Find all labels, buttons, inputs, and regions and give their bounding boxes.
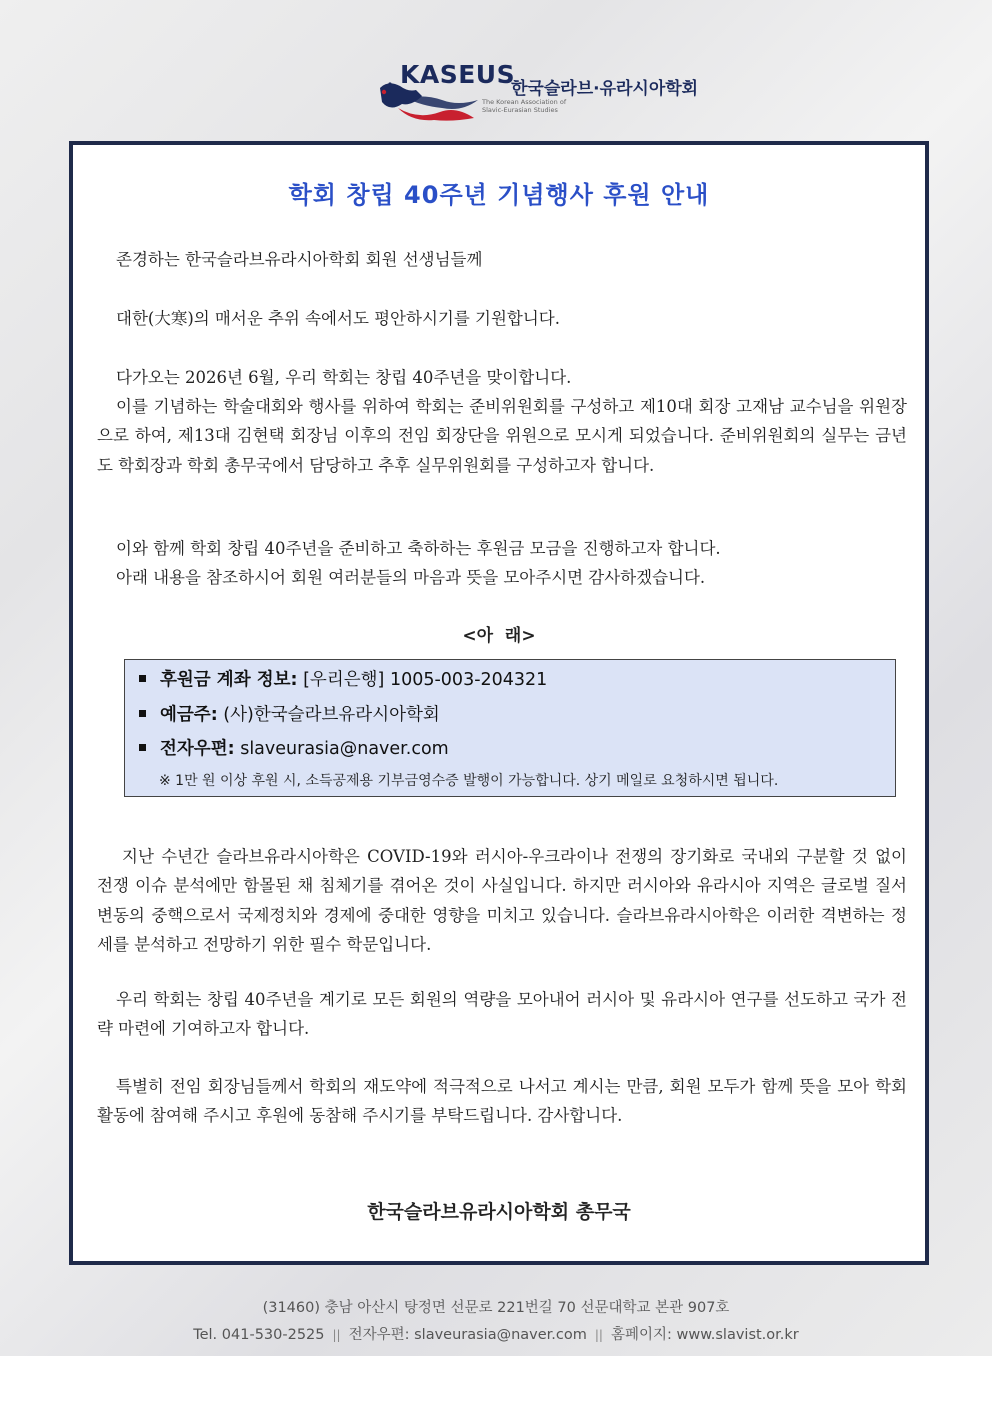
logo-english-name: The Korean Association of Slavic-Eurasian Studies <box>482 98 567 114</box>
notice-heading: <아 래> <box>462 626 536 646</box>
salutation: 존경하는 한국슬라브유라시아학회 회원 선생님들께 <box>116 250 483 269</box>
kaseus-logo <box>378 58 708 124</box>
email-label: 전자우편: <box>160 739 235 759</box>
square-bullet-icon <box>139 744 146 751</box>
signature: 한국슬라브유라시아학회 총무국 <box>367 1201 631 1223</box>
account-value: [우리은행] 1005-003-204321 <box>303 670 548 690</box>
paragraph-donation-line1: 이와 함께 학회 창립 40주년을 준비하고 축하하는 후원금 모금을 진행하고자 합니다. <box>116 539 721 558</box>
holder-value: (사)한국슬라브유라시아학회 <box>223 705 440 725</box>
footer-tel: Tel. 041-530-2525 <box>193 1327 325 1343</box>
paragraph-field-status: 지난 수년간 슬라브유라시아학은 COVID-19와 러시아-우크라이나 전쟁의 장기화로 국내외 구분할 것 없이 전쟁 이슈 분석에만 함몰된 채 침체기를 겪어온 것이 사실입니다. 하지만 러시아와 유라시아 지역은 글로벌 질서변동의 중핵으로서 국제정치와 경제에 중대한 영향을 미치고 있습니다. 슬라브유라시아학은 이러한 격변하는 정세를 분석하고 전망하기 위한 필수 학문입니다. <box>97 847 907 954</box>
holder-label: 예금주: <box>160 705 218 725</box>
logo-korean-name: 한국슬라브·유라시아학회 <box>511 79 699 99</box>
footer-email[interactable]: 전자우편: slaveurasia@naver.com <box>348 1327 587 1343</box>
receipt-note: ※ 1만 원 이상 후원 시, 소득공제용 기부금영수증 발행이 가능합니다. 상기 메일로 요청하시면 됩니다. <box>159 773 779 789</box>
letterhead <box>0 0 992 140</box>
footer-contact <box>0 1323 992 1344</box>
paragraph-anniversary-line: 다가오는 2026년 6월, 우리 학회는 창립 40주년을 맞이합니다. <box>116 368 572 387</box>
donation-info-box <box>124 659 896 797</box>
greeting: 대한(大寒)의 매서운 추위 속에서도 평안하시기를 기원합니다. <box>116 309 560 328</box>
footer-homepage[interactable]: 홈페이지: www.slavist.or.kr <box>610 1327 799 1343</box>
info-email-row <box>139 735 449 761</box>
footer-address: (31460) 충남 아산시 탕정면 선문로 221번길 70 선문대학교 본관 907호 <box>262 1300 730 1316</box>
info-holder-row <box>139 701 440 727</box>
square-bullet-icon <box>139 710 146 717</box>
document-title: 학회 창립 40주년 기념행사 후원 안내 <box>288 181 710 209</box>
paragraph-mission: 우리 학회는 창립 40주년을 계기로 모든 회원의 역량을 모아내어 러시아 및 유라시아 연구를 선도하고 국가 전략 마련에 기여하고자 합니다. <box>97 990 907 1039</box>
account-label: 후원금 계좌 정보: <box>160 670 298 690</box>
footer-separator: || <box>332 1328 341 1342</box>
footer-separator: || <box>594 1328 603 1342</box>
square-bullet-icon <box>139 675 146 682</box>
letter-frame <box>69 141 929 1265</box>
info-account-row <box>139 666 547 692</box>
email-value[interactable]: slaveurasia@naver.com <box>240 739 449 759</box>
paragraph-request: 특별히 전임 회장님들께서 학회의 재도약에 적극적으로 나서고 계시는 만큼, 회원 모두가 함께 뜻을 모아 학회 활동에 참여해 주시고 후원에 동참해 주시기를 부탁드립니다. 감사합니다. <box>97 1077 907 1126</box>
paragraph-committee: 이를 기념하는 학술대회와 행사를 위하여 학회는 준비위원회를 구성하고 제10대 회장 고재남 교수님을 위원장으로 하여, 제13대 김현택 회장님 이후의 전임 회장단을 위원으로 모시게 되었습니다. 준비위원회의 실무는 금년도 학회장과 학회 총무국에서 담당하고 추후 실무위원회를 구성하고자 합니다. <box>97 397 907 475</box>
paragraph-donation-line2: 아래 내용을 참조하시어 회원 여러분들의 마음과 뜻을 모아주시면 감사하겠습니다. <box>116 568 706 587</box>
logo-wordmark: KASEUS <box>400 60 516 89</box>
